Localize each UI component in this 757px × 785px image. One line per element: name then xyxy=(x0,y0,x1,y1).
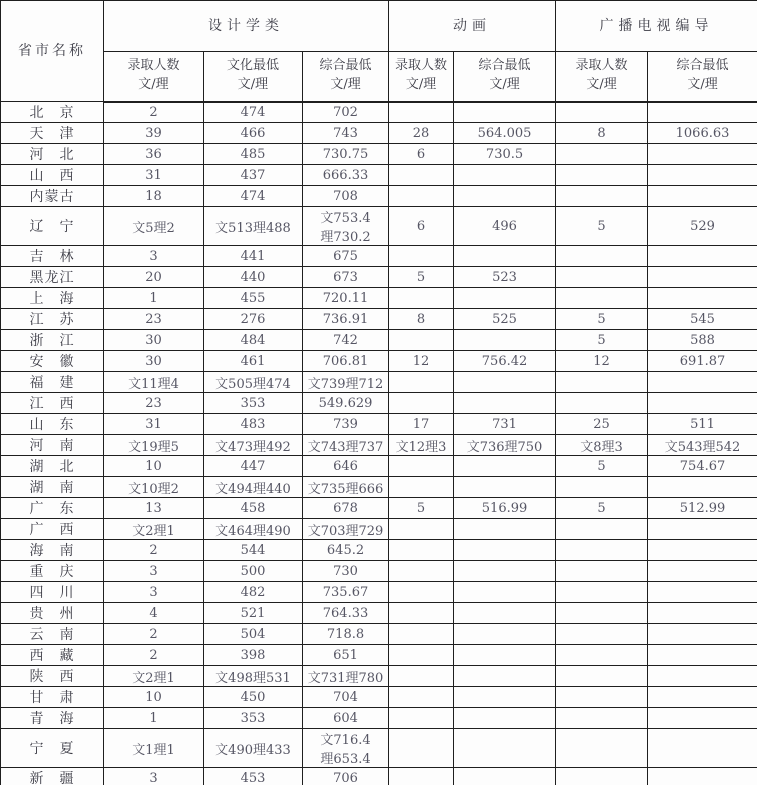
value-cell: 720.11 xyxy=(303,288,389,309)
value-cell xyxy=(648,519,757,540)
value-cell xyxy=(454,393,556,414)
value-cell: 523 xyxy=(454,267,556,288)
value-cell: 453 xyxy=(204,768,303,785)
value-cell: 474 xyxy=(204,186,303,207)
subheader-animation-composite-min: 综合最低 文/理 xyxy=(454,52,556,102)
value-cell xyxy=(454,768,556,785)
value-cell xyxy=(389,330,454,351)
value-cell: 文464理490 xyxy=(204,519,303,540)
table-row xyxy=(1,246,757,267)
value-cell: 461 xyxy=(204,351,303,372)
value-cell: 1066.63 xyxy=(648,123,757,144)
value-cell: 28 xyxy=(389,123,454,144)
province-name-header: 省市名称 xyxy=(1,1,104,102)
value-cell xyxy=(556,687,648,708)
value-cell: 730.75 xyxy=(303,144,389,165)
table-row xyxy=(1,624,757,645)
value-cell: 437 xyxy=(204,165,303,186)
value-cell xyxy=(556,708,648,729)
value-cell xyxy=(556,519,648,540)
value-cell: 13 xyxy=(104,498,204,519)
value-cell: 549.629 xyxy=(303,393,389,414)
value-cell: 2 xyxy=(104,624,204,645)
value-cell: 511 xyxy=(648,414,757,435)
table-row xyxy=(1,288,757,309)
province-cell: 湖 北 xyxy=(1,456,104,477)
value-cell: 文494理440 xyxy=(204,477,303,498)
province-cell: 辽 宁 xyxy=(1,207,104,246)
province-cell: 海 南 xyxy=(1,540,104,561)
value-cell xyxy=(454,729,556,768)
value-cell: 735.67 xyxy=(303,582,389,603)
table-row xyxy=(1,561,757,582)
value-cell xyxy=(389,519,454,540)
table-row xyxy=(1,144,757,165)
value-cell: 23 xyxy=(104,309,204,330)
value-cell: 730 xyxy=(303,561,389,582)
value-cell xyxy=(454,687,556,708)
table-row xyxy=(1,603,757,624)
province-cell: 江 苏 xyxy=(1,309,104,330)
value-cell: 5 xyxy=(389,498,454,519)
value-cell: 8 xyxy=(556,123,648,144)
value-cell xyxy=(389,603,454,624)
subheader-design-admitted: 录取人数 文/理 xyxy=(104,52,204,102)
province-cell: 贵 州 xyxy=(1,603,104,624)
value-cell: 文2理1 xyxy=(104,519,204,540)
value-cell xyxy=(648,666,757,687)
value-cell: 544 xyxy=(204,540,303,561)
value-cell xyxy=(648,687,757,708)
sub-header-row xyxy=(1,52,757,102)
value-cell: 706.81 xyxy=(303,351,389,372)
table-row xyxy=(1,666,757,687)
table-row xyxy=(1,645,757,666)
subheader-broadcast-admitted: 录取人数 文/理 xyxy=(556,52,648,102)
province-cell: 吉 林 xyxy=(1,246,104,267)
value-cell xyxy=(648,288,757,309)
value-cell: 353 xyxy=(204,393,303,414)
table-row xyxy=(1,102,757,123)
value-cell: 文735理666 xyxy=(303,477,389,498)
value-cell: 482 xyxy=(204,582,303,603)
value-cell: 25 xyxy=(556,414,648,435)
value-cell xyxy=(454,246,556,267)
value-cell: 764.33 xyxy=(303,603,389,624)
value-cell xyxy=(389,102,454,123)
value-cell: 673 xyxy=(303,267,389,288)
value-cell: 1 xyxy=(104,288,204,309)
value-cell xyxy=(648,582,757,603)
value-cell xyxy=(389,186,454,207)
table-row xyxy=(1,123,757,144)
value-cell: 529 xyxy=(648,207,757,246)
value-cell: 30 xyxy=(104,330,204,351)
value-cell xyxy=(389,393,454,414)
value-cell: 10 xyxy=(104,687,204,708)
value-cell: 691.87 xyxy=(648,351,757,372)
table-row xyxy=(1,768,757,785)
value-cell xyxy=(556,540,648,561)
value-cell xyxy=(454,624,556,645)
table-row xyxy=(1,393,757,414)
value-cell xyxy=(389,561,454,582)
province-cell: 广 东 xyxy=(1,498,104,519)
value-cell: 5 xyxy=(556,456,648,477)
value-cell: 文505理474 xyxy=(204,372,303,393)
value-cell: 484 xyxy=(204,330,303,351)
value-cell: 604 xyxy=(303,708,389,729)
value-cell: 441 xyxy=(204,246,303,267)
table-row xyxy=(1,186,757,207)
value-cell xyxy=(556,768,648,785)
value-cell: 17 xyxy=(389,414,454,435)
value-cell: 5 xyxy=(556,498,648,519)
value-cell: 文1理1 xyxy=(104,729,204,768)
value-cell: 702 xyxy=(303,102,389,123)
value-cell: 文490理433 xyxy=(204,729,303,768)
value-cell: 466 xyxy=(204,123,303,144)
value-cell: 651 xyxy=(303,645,389,666)
value-cell: 675 xyxy=(303,246,389,267)
group-header-row xyxy=(1,1,757,52)
province-cell: 浙 江 xyxy=(1,330,104,351)
value-cell: 731 xyxy=(454,414,556,435)
value-cell: 文19理5 xyxy=(104,435,204,456)
value-cell xyxy=(556,267,648,288)
value-cell: 文10理2 xyxy=(104,477,204,498)
value-cell: 525 xyxy=(454,309,556,330)
value-cell xyxy=(648,603,757,624)
value-cell xyxy=(648,144,757,165)
value-cell: 10 xyxy=(104,456,204,477)
table-row xyxy=(1,414,757,435)
value-cell: 39 xyxy=(104,123,204,144)
table-row xyxy=(1,498,757,519)
value-cell: 276 xyxy=(204,309,303,330)
value-cell xyxy=(389,165,454,186)
value-cell: 36 xyxy=(104,144,204,165)
value-cell: 496 xyxy=(454,207,556,246)
value-cell: 文736理750 xyxy=(454,435,556,456)
value-cell: 666.33 xyxy=(303,165,389,186)
subheader-design-culture-min: 文化最低 文/理 xyxy=(204,52,303,102)
value-cell: 文753.4 理730.2 xyxy=(303,207,389,246)
subheader-design-composite-min: 综合最低 文/理 xyxy=(303,52,389,102)
value-cell: 5 xyxy=(556,309,648,330)
value-cell xyxy=(648,267,757,288)
table-row xyxy=(1,309,757,330)
value-cell xyxy=(454,582,556,603)
value-cell xyxy=(389,729,454,768)
value-cell: 704 xyxy=(303,687,389,708)
province-cell: 四 川 xyxy=(1,582,104,603)
table-row xyxy=(1,708,757,729)
value-cell xyxy=(556,645,648,666)
value-cell: 1 xyxy=(104,708,204,729)
province-cell: 江 西 xyxy=(1,393,104,414)
value-cell: 742 xyxy=(303,330,389,351)
province-cell: 重 庆 xyxy=(1,561,104,582)
value-cell: 736.91 xyxy=(303,309,389,330)
value-cell: 文2理1 xyxy=(104,666,204,687)
province-cell: 陕 西 xyxy=(1,666,104,687)
table-row xyxy=(1,477,757,498)
province-cell: 山 东 xyxy=(1,414,104,435)
value-cell: 2 xyxy=(104,645,204,666)
table-body xyxy=(1,102,757,785)
value-cell: 730.5 xyxy=(454,144,556,165)
value-cell xyxy=(556,603,648,624)
value-cell: 756.42 xyxy=(454,351,556,372)
value-cell: 516.99 xyxy=(454,498,556,519)
value-cell xyxy=(454,102,556,123)
value-cell: 485 xyxy=(204,144,303,165)
value-cell: 文12理3 xyxy=(389,435,454,456)
value-cell xyxy=(556,393,648,414)
value-cell xyxy=(389,666,454,687)
value-cell xyxy=(556,288,648,309)
value-cell xyxy=(648,561,757,582)
value-cell: 645.2 xyxy=(303,540,389,561)
value-cell: 398 xyxy=(204,645,303,666)
province-cell: 西 藏 xyxy=(1,645,104,666)
value-cell: 2 xyxy=(104,540,204,561)
value-cell: 3 xyxy=(104,246,204,267)
value-cell: 545 xyxy=(648,309,757,330)
value-cell xyxy=(648,768,757,785)
value-cell xyxy=(648,624,757,645)
province-cell: 河 南 xyxy=(1,435,104,456)
value-cell xyxy=(556,372,648,393)
value-cell: 3 xyxy=(104,582,204,603)
table-row xyxy=(1,165,757,186)
value-cell: 6 xyxy=(389,144,454,165)
value-cell xyxy=(454,456,556,477)
value-cell xyxy=(389,477,454,498)
value-cell xyxy=(556,102,648,123)
province-cell: 天 津 xyxy=(1,123,104,144)
value-cell xyxy=(556,144,648,165)
value-cell xyxy=(454,330,556,351)
value-cell: 450 xyxy=(204,687,303,708)
value-cell xyxy=(556,186,648,207)
value-cell: 564.005 xyxy=(454,123,556,144)
value-cell: 6 xyxy=(389,207,454,246)
value-cell xyxy=(648,246,757,267)
table-row xyxy=(1,330,757,351)
value-cell: 8 xyxy=(389,309,454,330)
province-cell: 宁 夏 xyxy=(1,729,104,768)
value-cell xyxy=(556,729,648,768)
table-row xyxy=(1,519,757,540)
value-cell: 5 xyxy=(389,267,454,288)
province-cell: 广 西 xyxy=(1,519,104,540)
value-cell xyxy=(454,561,556,582)
table-row xyxy=(1,351,757,372)
value-cell: 3 xyxy=(104,561,204,582)
subheader-animation-admitted: 录取人数 文/理 xyxy=(389,52,454,102)
table-row xyxy=(1,456,757,477)
province-cell: 黑龙江 xyxy=(1,267,104,288)
province-cell: 云 南 xyxy=(1,624,104,645)
value-cell: 4 xyxy=(104,603,204,624)
province-cell: 北 京 xyxy=(1,102,104,123)
province-cell: 河 北 xyxy=(1,144,104,165)
value-cell: 2 xyxy=(104,102,204,123)
value-cell xyxy=(389,456,454,477)
value-cell: 文473理492 xyxy=(204,435,303,456)
value-cell: 739 xyxy=(303,414,389,435)
province-cell: 上 海 xyxy=(1,288,104,309)
value-cell: 512.99 xyxy=(648,498,757,519)
value-cell xyxy=(454,372,556,393)
table-row xyxy=(1,435,757,456)
value-cell xyxy=(648,165,757,186)
value-cell xyxy=(648,393,757,414)
value-cell: 30 xyxy=(104,351,204,372)
value-cell xyxy=(389,288,454,309)
value-cell xyxy=(556,624,648,645)
value-cell: 504 xyxy=(204,624,303,645)
value-cell xyxy=(556,165,648,186)
table-row xyxy=(1,582,757,603)
value-cell: 12 xyxy=(389,351,454,372)
subheader-broadcast-composite-min: 综合最低 文/理 xyxy=(648,52,757,102)
province-cell: 内蒙古 xyxy=(1,186,104,207)
province-cell: 青 海 xyxy=(1,708,104,729)
value-cell: 20 xyxy=(104,267,204,288)
value-cell: 500 xyxy=(204,561,303,582)
table-row xyxy=(1,207,757,246)
value-cell xyxy=(389,708,454,729)
value-cell xyxy=(454,186,556,207)
value-cell xyxy=(389,768,454,785)
value-cell: 521 xyxy=(204,603,303,624)
value-cell: 12 xyxy=(556,351,648,372)
value-cell xyxy=(389,582,454,603)
value-cell: 455 xyxy=(204,288,303,309)
value-cell xyxy=(454,603,556,624)
value-cell: 3 xyxy=(104,768,204,785)
value-cell xyxy=(556,561,648,582)
value-cell: 646 xyxy=(303,456,389,477)
value-cell xyxy=(389,645,454,666)
province-cell: 新 疆 xyxy=(1,768,104,785)
value-cell: 文731理780 xyxy=(303,666,389,687)
value-cell: 474 xyxy=(204,102,303,123)
value-cell xyxy=(454,645,556,666)
value-cell: 5 xyxy=(556,207,648,246)
value-cell: 353 xyxy=(204,708,303,729)
value-cell xyxy=(648,102,757,123)
table-row xyxy=(1,687,757,708)
value-cell xyxy=(648,372,757,393)
province-cell: 山 西 xyxy=(1,165,104,186)
value-cell: 文11理4 xyxy=(104,372,204,393)
value-cell: 文703理729 xyxy=(303,519,389,540)
value-cell xyxy=(454,519,556,540)
value-cell: 708 xyxy=(303,186,389,207)
value-cell xyxy=(556,246,648,267)
value-cell xyxy=(454,540,556,561)
value-cell: 文5理2 xyxy=(104,207,204,246)
value-cell xyxy=(648,708,757,729)
value-cell: 588 xyxy=(648,330,757,351)
value-cell xyxy=(454,708,556,729)
value-cell: 文8理3 xyxy=(556,435,648,456)
group-header-broadcast: 广播电视编导 xyxy=(556,1,757,52)
value-cell: 5 xyxy=(556,330,648,351)
value-cell: 文513理488 xyxy=(204,207,303,246)
value-cell xyxy=(389,624,454,645)
province-cell: 甘 肃 xyxy=(1,687,104,708)
table-row xyxy=(1,267,757,288)
value-cell xyxy=(454,477,556,498)
value-cell: 743 xyxy=(303,123,389,144)
value-cell: 483 xyxy=(204,414,303,435)
value-cell xyxy=(454,288,556,309)
value-cell xyxy=(389,687,454,708)
value-cell: 文739理712 xyxy=(303,372,389,393)
value-cell: 447 xyxy=(204,456,303,477)
value-cell xyxy=(454,666,556,687)
value-cell: 440 xyxy=(204,267,303,288)
value-cell xyxy=(648,729,757,768)
table-row xyxy=(1,372,757,393)
value-cell xyxy=(648,540,757,561)
table-row xyxy=(1,729,757,768)
group-header-design: 设计学类 xyxy=(104,1,389,52)
value-cell: 23 xyxy=(104,393,204,414)
province-cell: 福 建 xyxy=(1,372,104,393)
value-cell: 文543理542 xyxy=(648,435,757,456)
value-cell xyxy=(389,540,454,561)
value-cell: 31 xyxy=(104,414,204,435)
value-cell xyxy=(556,666,648,687)
province-cell: 安 徽 xyxy=(1,351,104,372)
value-cell: 458 xyxy=(204,498,303,519)
value-cell: 18 xyxy=(104,186,204,207)
value-cell: 文743理737 xyxy=(303,435,389,456)
table-row xyxy=(1,540,757,561)
value-cell: 706 xyxy=(303,768,389,785)
value-cell xyxy=(454,165,556,186)
province-cell: 湖 南 xyxy=(1,477,104,498)
group-header-animation: 动画 xyxy=(389,1,556,52)
value-cell xyxy=(389,372,454,393)
value-cell xyxy=(556,477,648,498)
value-cell: 754.67 xyxy=(648,456,757,477)
value-cell: 718.8 xyxy=(303,624,389,645)
value-cell: 文716.4 理653.4 xyxy=(303,729,389,768)
value-cell: 678 xyxy=(303,498,389,519)
value-cell xyxy=(556,582,648,603)
table-header xyxy=(1,1,757,102)
value-cell xyxy=(648,477,757,498)
value-cell xyxy=(648,186,757,207)
value-cell: 文498理531 xyxy=(204,666,303,687)
value-cell xyxy=(389,246,454,267)
value-cell xyxy=(648,645,757,666)
value-cell: 31 xyxy=(104,165,204,186)
